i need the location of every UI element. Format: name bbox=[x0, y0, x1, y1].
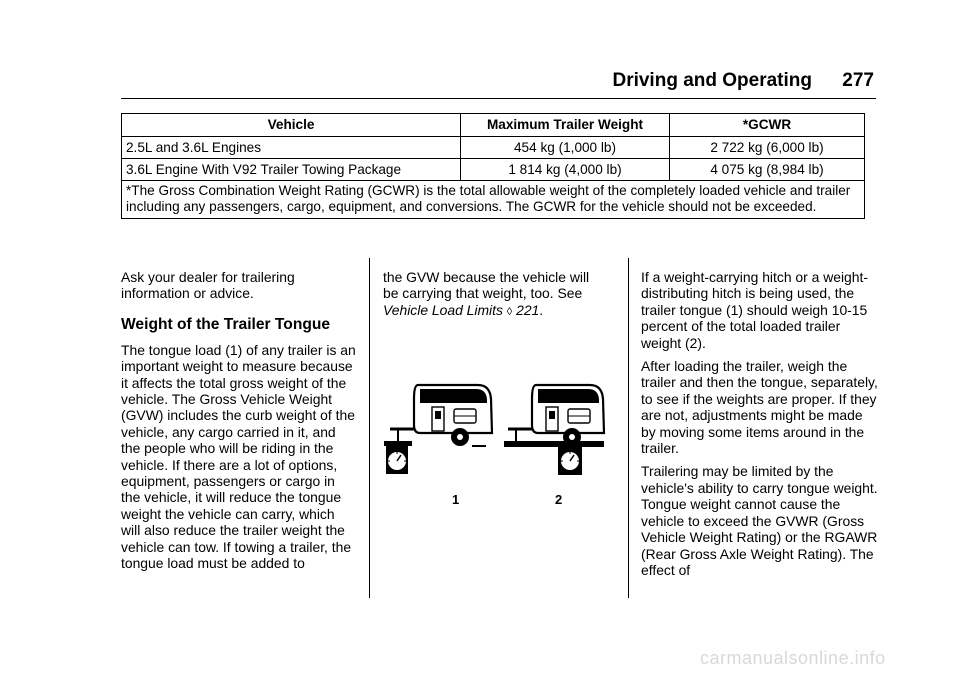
table-row bbox=[122, 159, 865, 181]
trailer-scale-diagram bbox=[380, 375, 610, 510]
paragraph: After loading the trailer, weigh the trailer and then the tongue, separately, to see if the weights are proper. If they are not, adjustments might be made by moving some items around in the trailer. bbox=[641, 358, 878, 457]
column-1 bbox=[121, 269, 357, 579]
table-header-row bbox=[122, 114, 865, 137]
header-vehicle: Vehicle bbox=[122, 114, 461, 137]
page-reference-icon: ◊ bbox=[506, 305, 513, 318]
reference-page: 221 bbox=[516, 301, 540, 318]
cell-gcwr: 4 075 kg (8,984 lb) bbox=[670, 159, 865, 181]
cell-vehicle: 2.5L and 3.6L Engines bbox=[122, 137, 461, 159]
column-3 bbox=[641, 269, 881, 585]
trailer-weight-table bbox=[121, 113, 865, 219]
table-note-row bbox=[122, 181, 865, 219]
reference-title: Vehicle Load Limits bbox=[383, 301, 503, 318]
scale-2-icon bbox=[558, 447, 582, 475]
punctuation: . bbox=[539, 301, 544, 318]
table-row bbox=[122, 137, 865, 159]
paragraph: The tongue load (1) of any trailer is an important weight to measure because it affects the total gross weight of the vehicle. The Gross Vehicle Weight (GVW) includes the curb weight of the vehicle, any cargo carried in it, and the people who will be riding in the vehicle. If there are a lot of options, equipment, passengers or cargo in the vehicle, it will reduce the tongue weight the vehicle can carry, which will also reduce the trailer weight the vehicle can tow. If towing a trailer, the tongue load must be added to bbox=[121, 341, 356, 572]
watermark: carmanualsonline.info bbox=[700, 648, 886, 668]
column-divider bbox=[628, 258, 629, 598]
paragraph: Trailering may be limited by the vehicle's ability to carry tongue weight. Tongue weight cannot cause the vehicle to exceed the GVWR (Gross Vehicle Weight Rating) or the RGAWR (Rear Gross Axle Weight Rating). The effect of bbox=[641, 463, 878, 578]
cell-max-weight: 454 kg (1,000 lb) bbox=[461, 137, 670, 159]
paragraph-text: the GVW because the vehicle will be carrying that weight, too. See bbox=[383, 269, 590, 302]
section-heading: Weight of the Trailer Tongue bbox=[121, 315, 331, 333]
header-max-trailer-weight: Maximum Trailer Weight bbox=[461, 114, 670, 137]
cell-vehicle: 3.6L Engine With V92 Trailer Towing Package bbox=[122, 159, 461, 181]
cross-reference-link[interactable] bbox=[383, 302, 539, 318]
tongue-weight-illustration bbox=[380, 375, 610, 510]
column-divider bbox=[369, 258, 370, 598]
figure-label-2: 2 bbox=[555, 492, 563, 507]
page-header bbox=[0, 70, 960, 100]
paragraph: If a weight-carrying hitch or a weight-distributing hitch is being used, the trailer tongue (1) should weigh 10-15 percent of the total loaded trailer weight (2). bbox=[641, 269, 868, 351]
figure-label-1: 1 bbox=[452, 492, 460, 507]
page-number: 277 bbox=[842, 70, 874, 91]
scale-1-icon bbox=[386, 446, 408, 474]
paragraph: Ask your dealer for trailering information or advice. bbox=[121, 269, 295, 302]
trailer-2-icon bbox=[504, 385, 604, 447]
column-2 bbox=[383, 269, 608, 327]
section-title: Driving and Operating bbox=[612, 70, 812, 91]
trailer-1-icon bbox=[384, 385, 492, 446]
table-note: *The Gross Combination Weight Rating (GCWR) is the total allowable weight of the completely loaded vehicle and trailer including any passengers, cargo, equipment, and conversions. The GCWR for the vehicle should not be exceeded. bbox=[122, 181, 865, 219]
header-rule bbox=[121, 98, 876, 99]
paragraph bbox=[383, 269, 608, 320]
cell-max-weight: 1 814 kg (4,000 lb) bbox=[461, 159, 670, 181]
header-gcwr: *GCWR bbox=[670, 114, 865, 137]
cell-gcwr: 2 722 kg (6,000 lb) bbox=[670, 137, 865, 159]
